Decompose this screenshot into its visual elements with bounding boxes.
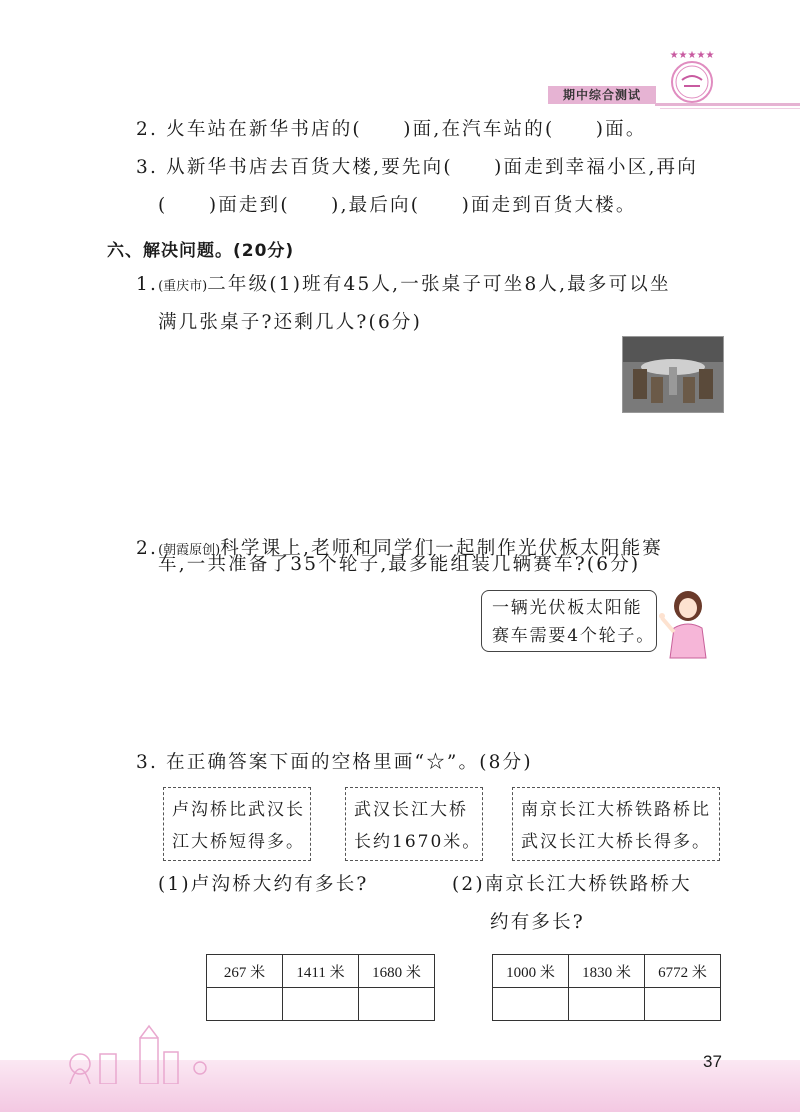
clue-line: 武汉长江大桥 bbox=[354, 800, 468, 820]
clue-line: 卢沟桥比武汉长 bbox=[172, 800, 305, 820]
page-number: 37 bbox=[703, 1052, 722, 1071]
girl-illustration bbox=[658, 588, 714, 664]
hint-line-1: 一辆光伏板太阳能 bbox=[492, 598, 643, 618]
table-cell: 6772 米 bbox=[645, 955, 721, 988]
answer-cell[interactable] bbox=[207, 988, 283, 1021]
table-row bbox=[207, 988, 435, 1021]
hint-line-2: 赛车需要4个轮子。 bbox=[492, 626, 656, 646]
table-cell: 1411 米 bbox=[283, 955, 359, 988]
answer-cell[interactable] bbox=[493, 988, 569, 1021]
clue-line: 长约1670米。 bbox=[354, 832, 482, 852]
answer-table-2 bbox=[492, 954, 721, 1021]
table-row bbox=[493, 988, 721, 1021]
question-6-1-line2: 满几张桌子?还剩几人?(6分) bbox=[158, 312, 423, 333]
source-tag: (朝霞原创) bbox=[158, 543, 221, 558]
question-number: 1. bbox=[136, 274, 159, 295]
question-6-1-line1 bbox=[136, 272, 671, 300]
star-badge-icon bbox=[660, 46, 720, 106]
table-cell: 1830 米 bbox=[569, 955, 645, 988]
sub-question-2-line1: (2)南京长江大桥铁路桥大 bbox=[452, 874, 692, 895]
section-label: 期中综合测试 bbox=[548, 86, 656, 104]
answer-cell[interactable] bbox=[569, 988, 645, 1021]
question-6-2-line2: 车,一共准备了35个轮子,最多能组装几辆赛车?(6分) bbox=[158, 554, 641, 575]
sub-question-2-line2: 约有多长? bbox=[490, 912, 585, 933]
question-5-3-line2: ( )面走到( ),最后向( )面走到百货大楼。 bbox=[158, 195, 637, 216]
castle-doodle bbox=[60, 1024, 220, 1084]
header-rule bbox=[655, 103, 800, 106]
question-number: 2. bbox=[136, 538, 159, 559]
table-cell: 1000 米 bbox=[493, 955, 569, 988]
source-tag: (重庆市) bbox=[158, 279, 208, 294]
clue-line: 南京长江大桥铁路桥比 bbox=[521, 800, 711, 820]
clue-line: 武汉长江大桥长得多。 bbox=[521, 832, 711, 852]
table-cell: 1680 米 bbox=[359, 955, 435, 988]
answer-cell[interactable] bbox=[645, 988, 721, 1021]
header-rule-thin bbox=[660, 108, 800, 109]
clue-box-3 bbox=[512, 787, 720, 861]
hint-bubble bbox=[481, 590, 657, 652]
answer-table-1 bbox=[206, 954, 435, 1021]
table-chairs-photo bbox=[622, 336, 724, 413]
sub-question-1: (1)卢沟桥大约有多长? bbox=[158, 874, 369, 895]
question-text: 科学课上,老师和同学们一起制作光伏板太阳能赛 bbox=[220, 538, 664, 559]
table-row bbox=[493, 955, 721, 988]
answer-cell[interactable] bbox=[283, 988, 359, 1021]
clue-line: 江大桥短得多。 bbox=[172, 832, 305, 852]
table-row bbox=[207, 955, 435, 988]
clue-box-2 bbox=[345, 787, 483, 861]
clue-box-1 bbox=[163, 787, 311, 861]
question-6-3: 3. 在正确答案下面的空格里画“☆”。(8分) bbox=[136, 752, 533, 773]
answer-cell[interactable] bbox=[359, 988, 435, 1021]
question-5-3-line1: 3. 从新华书店去百货大楼,要先向( )面走到幸福小区,再向 bbox=[136, 157, 698, 178]
question-text: 二年级(1)班有45人,一张桌子可坐8人,最多可以坐 bbox=[207, 274, 671, 295]
section-6-title: 六、解决问题。(20分) bbox=[107, 241, 295, 261]
table-cell: 267 米 bbox=[207, 955, 283, 988]
svg-text:★★★★★: ★★★★★ bbox=[669, 50, 715, 61]
question-5-2: 2. 火车站在新华书店的( )面,在汽车站的( )面。 bbox=[136, 119, 647, 140]
